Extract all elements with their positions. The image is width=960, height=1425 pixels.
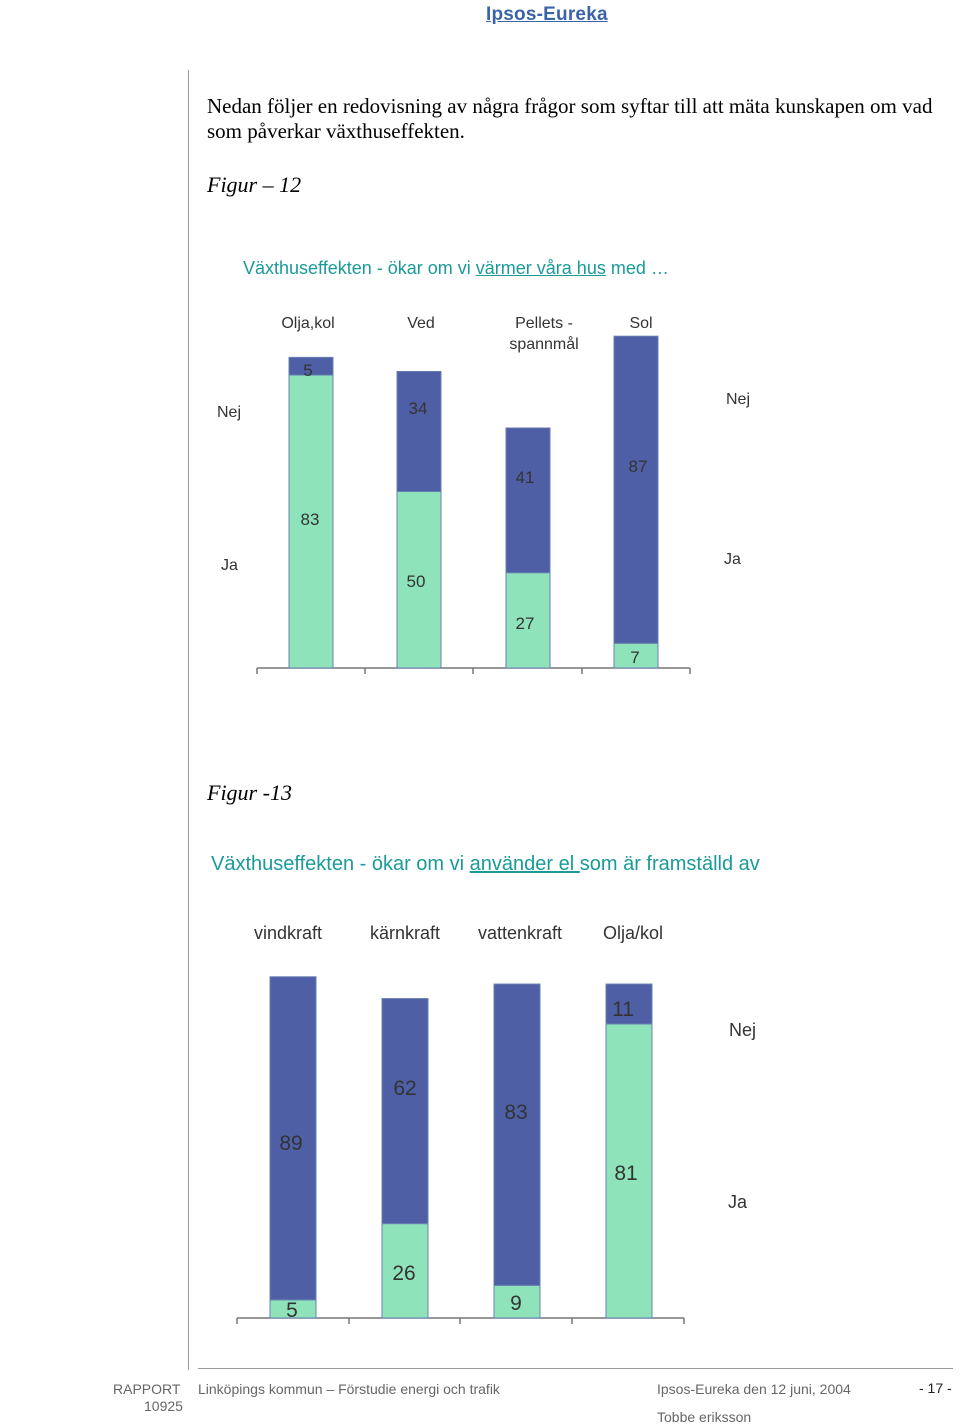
- data-label-ja: 50: [406, 572, 426, 591]
- footer-report-number: 10925: [144, 1398, 183, 1414]
- data-label-nej: 34: [408, 399, 428, 418]
- figure-13-title-post: som är framställd av: [579, 853, 760, 875]
- category-label: spannmål: [509, 336, 579, 353]
- figure-12-title-underlined: värmer våra hus: [475, 258, 606, 278]
- data-label-nej: 11: [612, 998, 634, 1021]
- right-nej-label: Nej: [729, 1020, 757, 1040]
- category-label: vattenkraft: [477, 923, 563, 943]
- category-label: Sol: [629, 315, 653, 332]
- data-label-nej: 5: [303, 361, 313, 380]
- data-label-nej: 89: [279, 1132, 303, 1155]
- bar-nej-2: [382, 999, 428, 1224]
- figure-12-title-post: med …: [605, 258, 669, 278]
- category-label: Olja/kol: [602, 923, 664, 943]
- right-nej-label: Nej: [726, 391, 751, 408]
- footer-project: Linköpings kommun – Förstudie energi och trafik: [198, 1381, 500, 1397]
- data-label-ja: 7: [630, 648, 640, 667]
- data-label-ja: 26: [392, 1262, 416, 1285]
- data-label-nej: 83: [504, 1101, 528, 1124]
- data-label-nej: 62: [393, 1077, 417, 1100]
- right-ja-label: Ja: [728, 1192, 748, 1212]
- footer-company-date: Ipsos-Eureka den 12 juni, 2004: [657, 1381, 851, 1397]
- data-label-ja: 83: [300, 510, 320, 529]
- category-label: Olja,kol: [281, 315, 335, 332]
- data-label-ja: 5: [286, 1299, 298, 1322]
- footer-author: Tobbe eriksson: [657, 1409, 752, 1425]
- figure-12-title-pre: Växthuseffekten - ökar om vi: [243, 258, 476, 278]
- category-label: vindkraft: [253, 923, 323, 943]
- footer-divider: [198, 1368, 953, 1369]
- category-label: Ved: [407, 315, 435, 332]
- category-label: Pellets -: [515, 315, 573, 332]
- left-nej-label: Nej: [217, 404, 242, 421]
- data-label-ja: 9: [510, 1292, 522, 1315]
- footer-report: RAPPORT: [113, 1381, 181, 1397]
- left-ja-label: Ja: [221, 557, 238, 574]
- figure-13-label: Figur -13: [207, 780, 292, 805]
- bar-nej-3: [494, 984, 540, 1285]
- data-label-ja: 81: [614, 1162, 638, 1185]
- data-label-nej: 87: [628, 457, 648, 476]
- footer-page-number: - 17 -: [919, 1380, 952, 1396]
- right-ja-label: Ja: [724, 551, 741, 568]
- figure-13-title-underlined: använder el: [469, 853, 580, 875]
- intro-text: Nedan följer en redovisning av några frågor som syftar till att mäta kunskapen om vad som påverkar växthuseffekten.: [207, 94, 933, 143]
- figure-13-title-pre: Växthuseffekten - ökar om vi: [211, 853, 470, 875]
- data-label-ja: 27: [515, 614, 535, 633]
- category-label: kärnkraft: [369, 923, 441, 943]
- data-label-nej: 41: [515, 468, 535, 487]
- company-logo: Ipsos-Eureka: [486, 4, 608, 25]
- figure-12-label: Figur – 12: [207, 172, 302, 197]
